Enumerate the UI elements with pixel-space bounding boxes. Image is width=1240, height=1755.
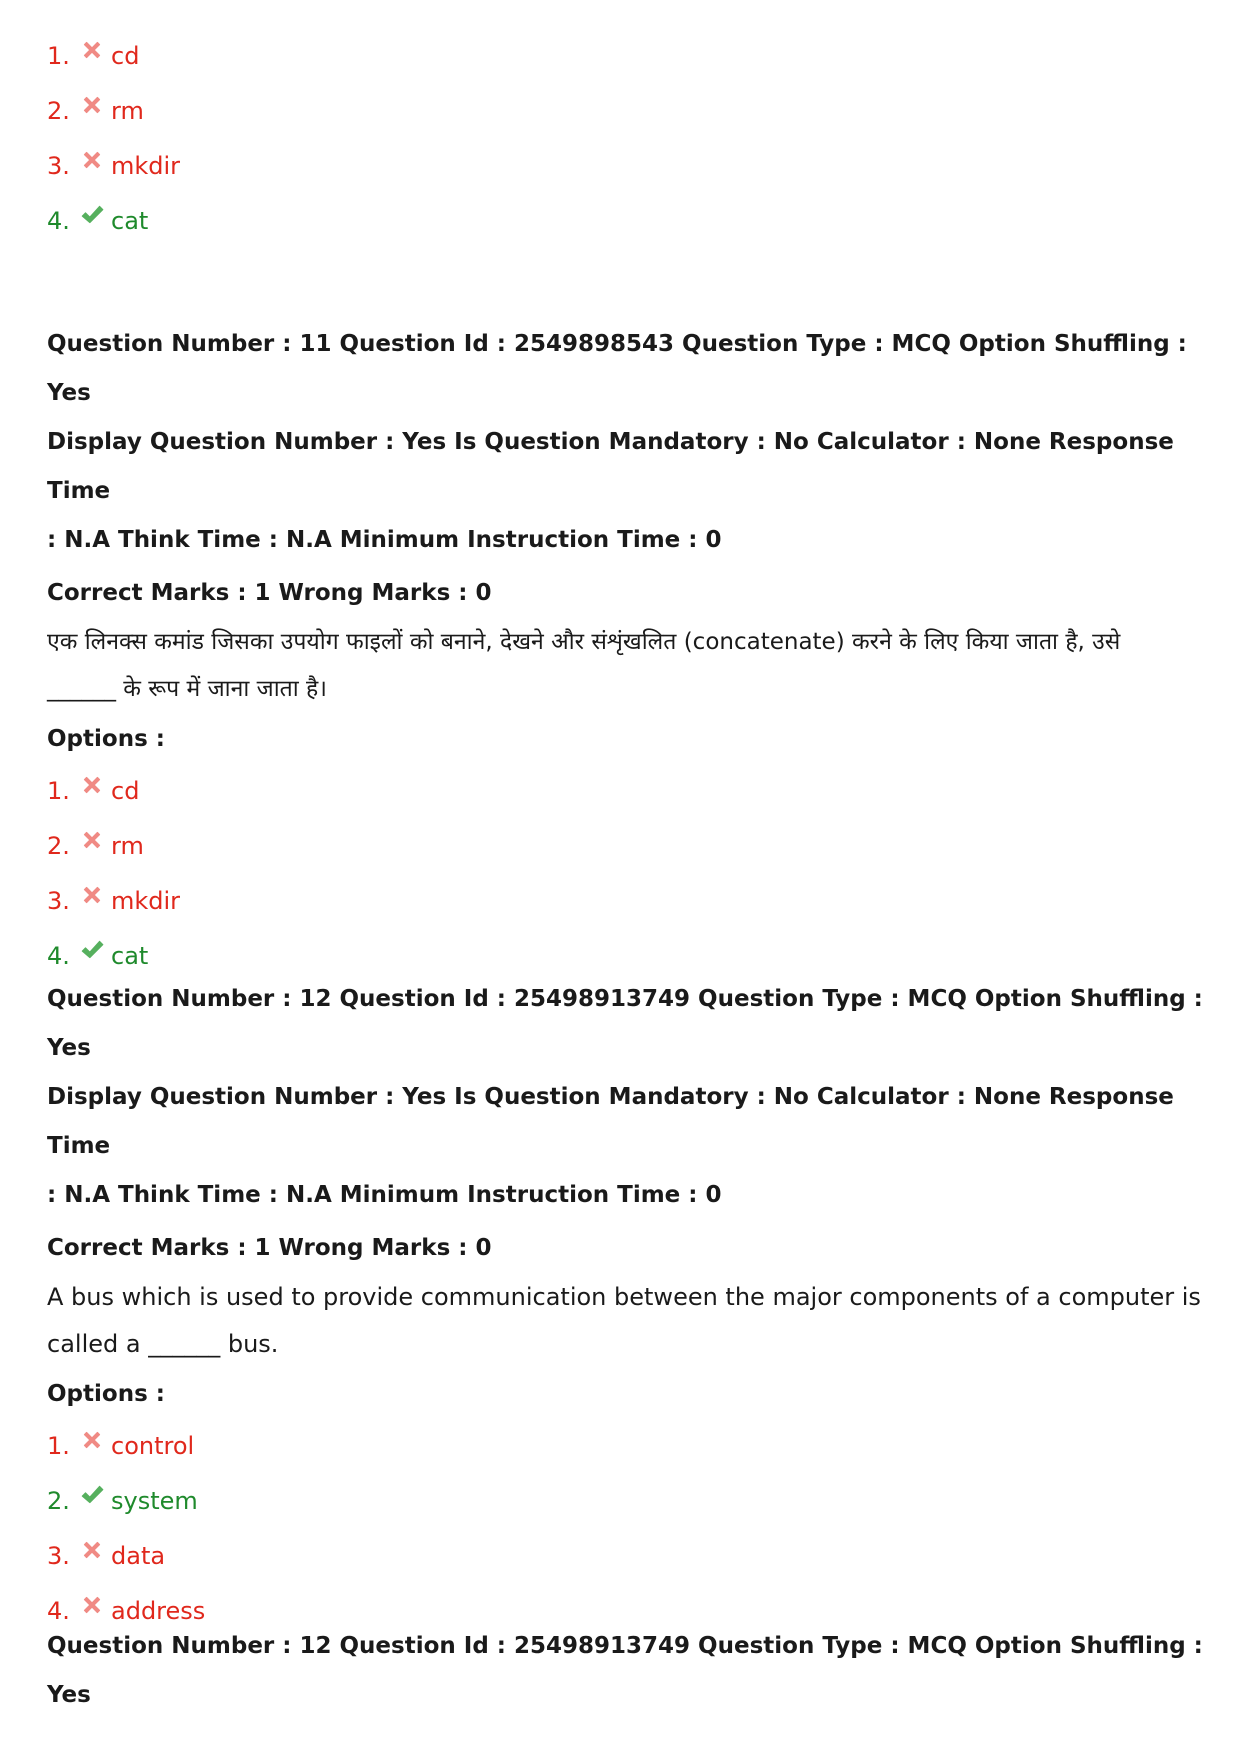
question-meta-line: Display Question Number : Yes Is Question Mandatory : No Calculator : None Response Time	[47, 429, 1174, 504]
option-text: mkdir	[111, 151, 181, 180]
cross-icon	[79, 1592, 105, 1618]
option-item	[47, 83, 180, 138]
option-text: cd	[111, 41, 140, 70]
question-text-line: called a ______ bus.	[47, 1330, 279, 1358]
next-question-meta: Question Number : 12 Question Id : 25498913749 Question Type : MCQ Option Shuffling : Yes	[47, 1633, 1203, 1708]
check-icon	[79, 1482, 105, 1508]
option-number: 4.	[47, 206, 70, 235]
option-item	[47, 1528, 1207, 1583]
question-block-11	[47, 320, 1207, 983]
option-text: mkdir	[111, 886, 181, 915]
check-icon	[79, 202, 105, 228]
option-item	[47, 1418, 1207, 1473]
question-text-line: एक लिनक्स कमांड जिसका उपयोग फाइलों को बनाने, देखने और संशृंखलित (concatenate) करने के लिए किया जाता है, उसे	[47, 629, 1121, 655]
option-number: 4.	[47, 1596, 70, 1625]
option-item	[47, 763, 1207, 818]
options-list	[47, 763, 1207, 983]
option-item	[47, 1473, 1207, 1528]
option-number: 3.	[47, 886, 70, 915]
question-meta-line: : N.A Think Time : N.A Minimum Instruction Time : 0	[47, 1182, 722, 1208]
option-number: 4.	[47, 941, 70, 970]
option-text: rm	[111, 96, 144, 125]
cross-icon	[79, 1427, 105, 1453]
check-icon	[79, 937, 105, 963]
option-item	[47, 138, 180, 193]
option-text: address	[111, 1596, 206, 1625]
options-list	[47, 1418, 1207, 1638]
option-item	[47, 28, 180, 83]
cross-icon	[79, 882, 105, 908]
cross-icon	[79, 147, 105, 173]
option-number: 2.	[47, 96, 70, 125]
option-number: 3.	[47, 1541, 70, 1570]
option-number: 3.	[47, 151, 70, 180]
cross-icon	[79, 37, 105, 63]
option-number: 2.	[47, 1486, 70, 1515]
option-text: control	[111, 1431, 195, 1460]
option-number: 1.	[47, 776, 70, 805]
options-label: Options :	[47, 726, 165, 752]
option-item	[47, 193, 180, 248]
option-item	[47, 873, 1207, 928]
cross-icon	[79, 827, 105, 853]
question-text-line: ______ के रूप में जाना जाता है।	[47, 676, 327, 702]
question-text-line: A bus which is used to provide communication between the major components of a computer is	[47, 1283, 1201, 1311]
options-label: Options :	[47, 1381, 165, 1407]
question-marks: Correct Marks : 1 Wrong Marks : 0	[47, 580, 492, 606]
prev-options-list	[47, 28, 180, 248]
option-number: 1.	[47, 1431, 70, 1460]
option-text: cat	[111, 941, 149, 970]
cross-icon	[79, 92, 105, 118]
option-text: data	[111, 1541, 166, 1570]
option-text: cd	[111, 776, 140, 805]
question-meta-line: Question Number : 11 Question Id : 2549898543 Question Type : MCQ Option Shuffling : Yes	[47, 331, 1187, 406]
question-marks: Correct Marks : 1 Wrong Marks : 0	[47, 1235, 492, 1261]
cross-icon	[79, 1537, 105, 1563]
cross-icon	[79, 772, 105, 798]
question-meta-line: Question Number : 12 Question Id : 25498913749 Question Type : MCQ Option Shuffling : Yes	[47, 986, 1203, 1061]
option-number: 2.	[47, 831, 70, 860]
option-text: cat	[111, 206, 149, 235]
question-block-12	[47, 975, 1207, 1638]
option-text: rm	[111, 831, 144, 860]
option-item	[47, 818, 1207, 873]
option-number: 1.	[47, 41, 70, 70]
option-text: system	[111, 1486, 198, 1515]
question-meta-line: : N.A Think Time : N.A Minimum Instruction Time : 0	[47, 527, 722, 553]
question-meta-line: Display Question Number : Yes Is Question Mandatory : No Calculator : None Response Time	[47, 1084, 1174, 1159]
